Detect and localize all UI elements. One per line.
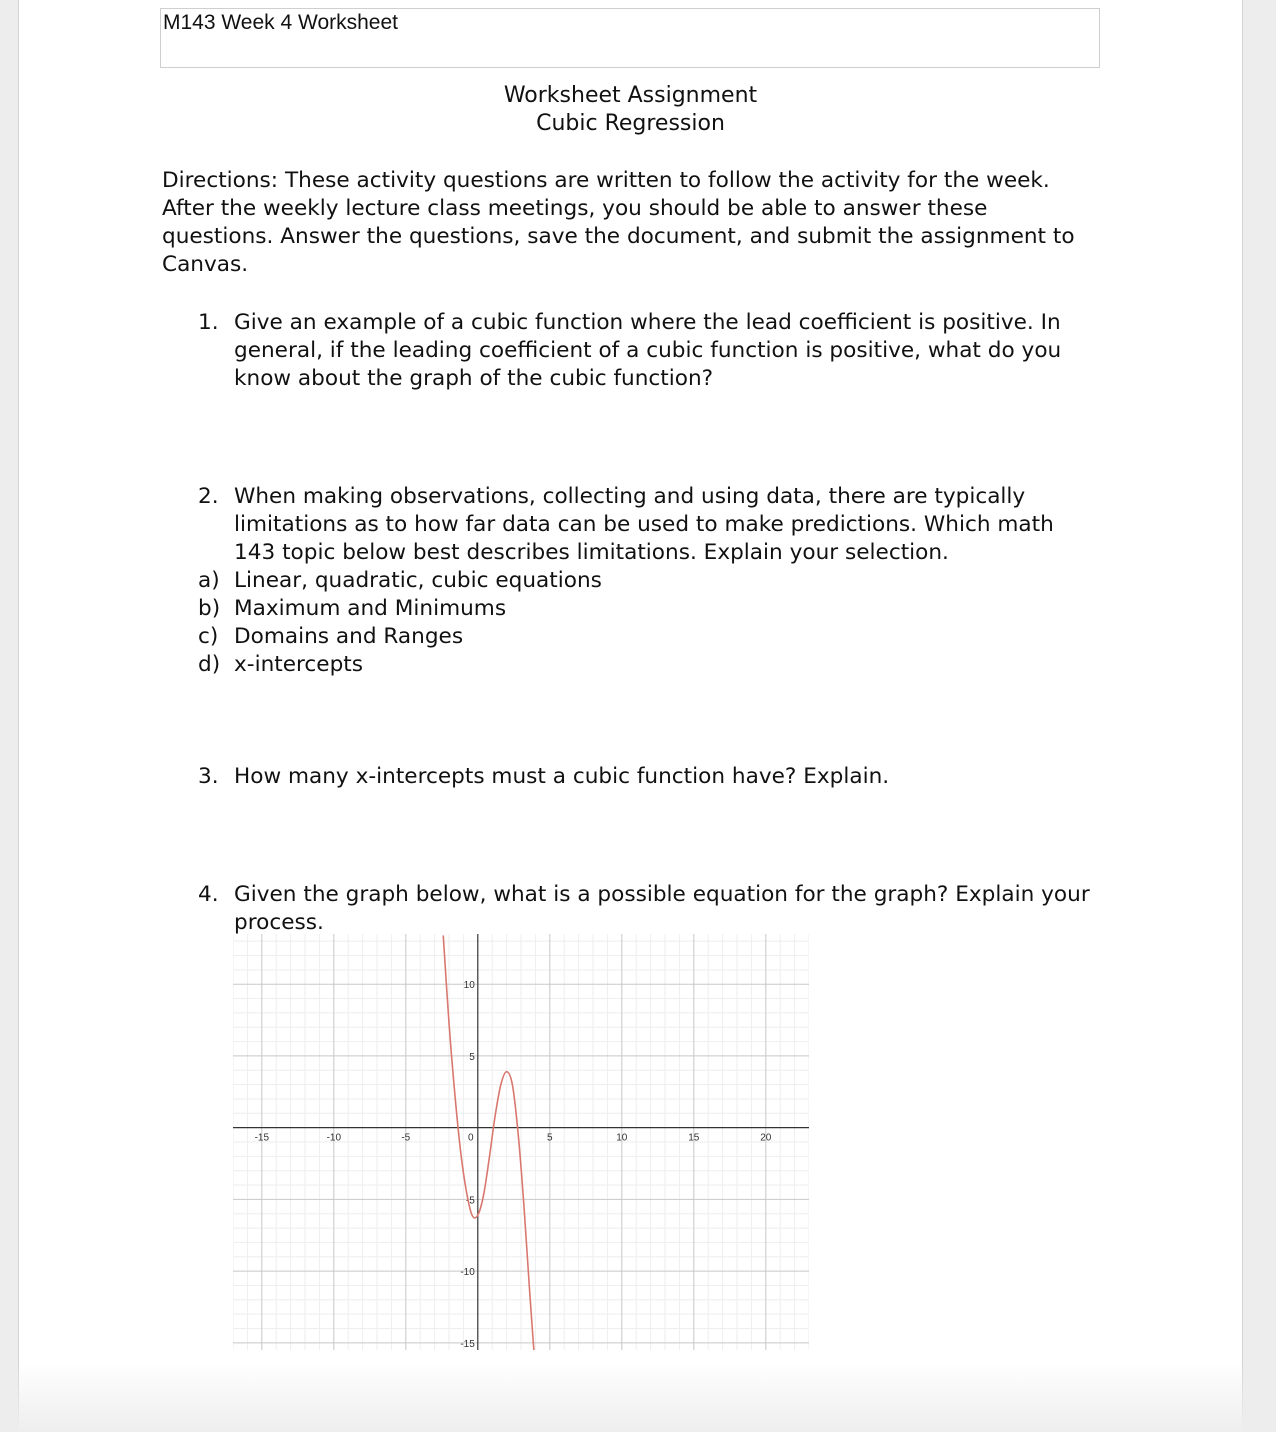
option-text: x-intercepts	[234, 652, 363, 677]
x-tick-label: 15	[688, 1132, 700, 1144]
question-text: Give an example of a cubic function where the lead coefficient is positive. In general, if the leading coefficient of a cubic function is positive, what do you know about the graph of the cubic function?	[234, 310, 1062, 391]
x-tick-label: -15	[254, 1132, 270, 1144]
question-number: 2.	[198, 484, 219, 509]
grid-minor	[233, 934, 809, 1350]
document-page	[19, 0, 1242, 1432]
question-number: 3.	[198, 764, 219, 789]
option-letter: c)	[198, 624, 219, 649]
y-tick-label: 10	[463, 980, 475, 992]
bottom-fade	[18, 1362, 1243, 1432]
y-tick-label: 5	[469, 1051, 475, 1063]
title-line-2: Cubic Regression	[536, 111, 725, 136]
option-letter: a)	[198, 568, 220, 593]
option-text: Linear, quadratic, cubic equations	[234, 568, 602, 593]
title-line-1: Worksheet Assignment	[503, 83, 758, 108]
option-letter: d)	[198, 652, 221, 677]
question-number: 1.	[198, 310, 219, 335]
question-text: How many x-intercepts must a cubic function have? Explain.	[234, 764, 890, 789]
question-text: When making observations, collecting and using data, there are typically limitations as to how far data can be used to make predictions. Which math 143 topic below best describes limitations. Explain your selection.	[234, 484, 1054, 565]
option-text: Maximum and Minimums	[234, 596, 507, 621]
question-number: 4.	[198, 882, 219, 907]
header-title: M143 Week 4 Worksheet	[163, 11, 398, 34]
x-tick-label: 5	[547, 1132, 553, 1144]
left-gutter	[0, 0, 19, 1432]
x-tick-label: -10	[326, 1132, 342, 1144]
option-letter: b)	[198, 596, 221, 621]
right-gutter	[1242, 0, 1276, 1432]
option-text: Domains and Ranges	[234, 624, 464, 649]
x-tick-label: 10	[616, 1132, 628, 1144]
title-block	[19, 82, 1242, 138]
curve-layer	[443, 935, 535, 1350]
y-tick-label: -10	[460, 1267, 475, 1279]
x-tick-label: 0	[468, 1132, 474, 1144]
y-tick-label: -15	[460, 1338, 475, 1350]
x-tick-label: -5	[401, 1132, 411, 1144]
directions-paragraph: Directions: These activity questions are written to follow the activity for the week. After the weekly lecture class meetings, you should be able to answer these questions. Answer the questions, save the document, and submit the assignment to Canvas.	[162, 168, 1075, 277]
series-line-cubic	[443, 935, 535, 1350]
y-tick-label: -5	[465, 1195, 475, 1207]
cubic-graph-svg	[233, 934, 809, 1350]
cubic-graph	[233, 934, 809, 1350]
page-header[interactable]	[160, 8, 1100, 68]
x-tick-label: 20	[760, 1132, 772, 1144]
question-text: Given the graph below, what is a possible equation for the graph? Explain your process.	[234, 882, 1090, 935]
